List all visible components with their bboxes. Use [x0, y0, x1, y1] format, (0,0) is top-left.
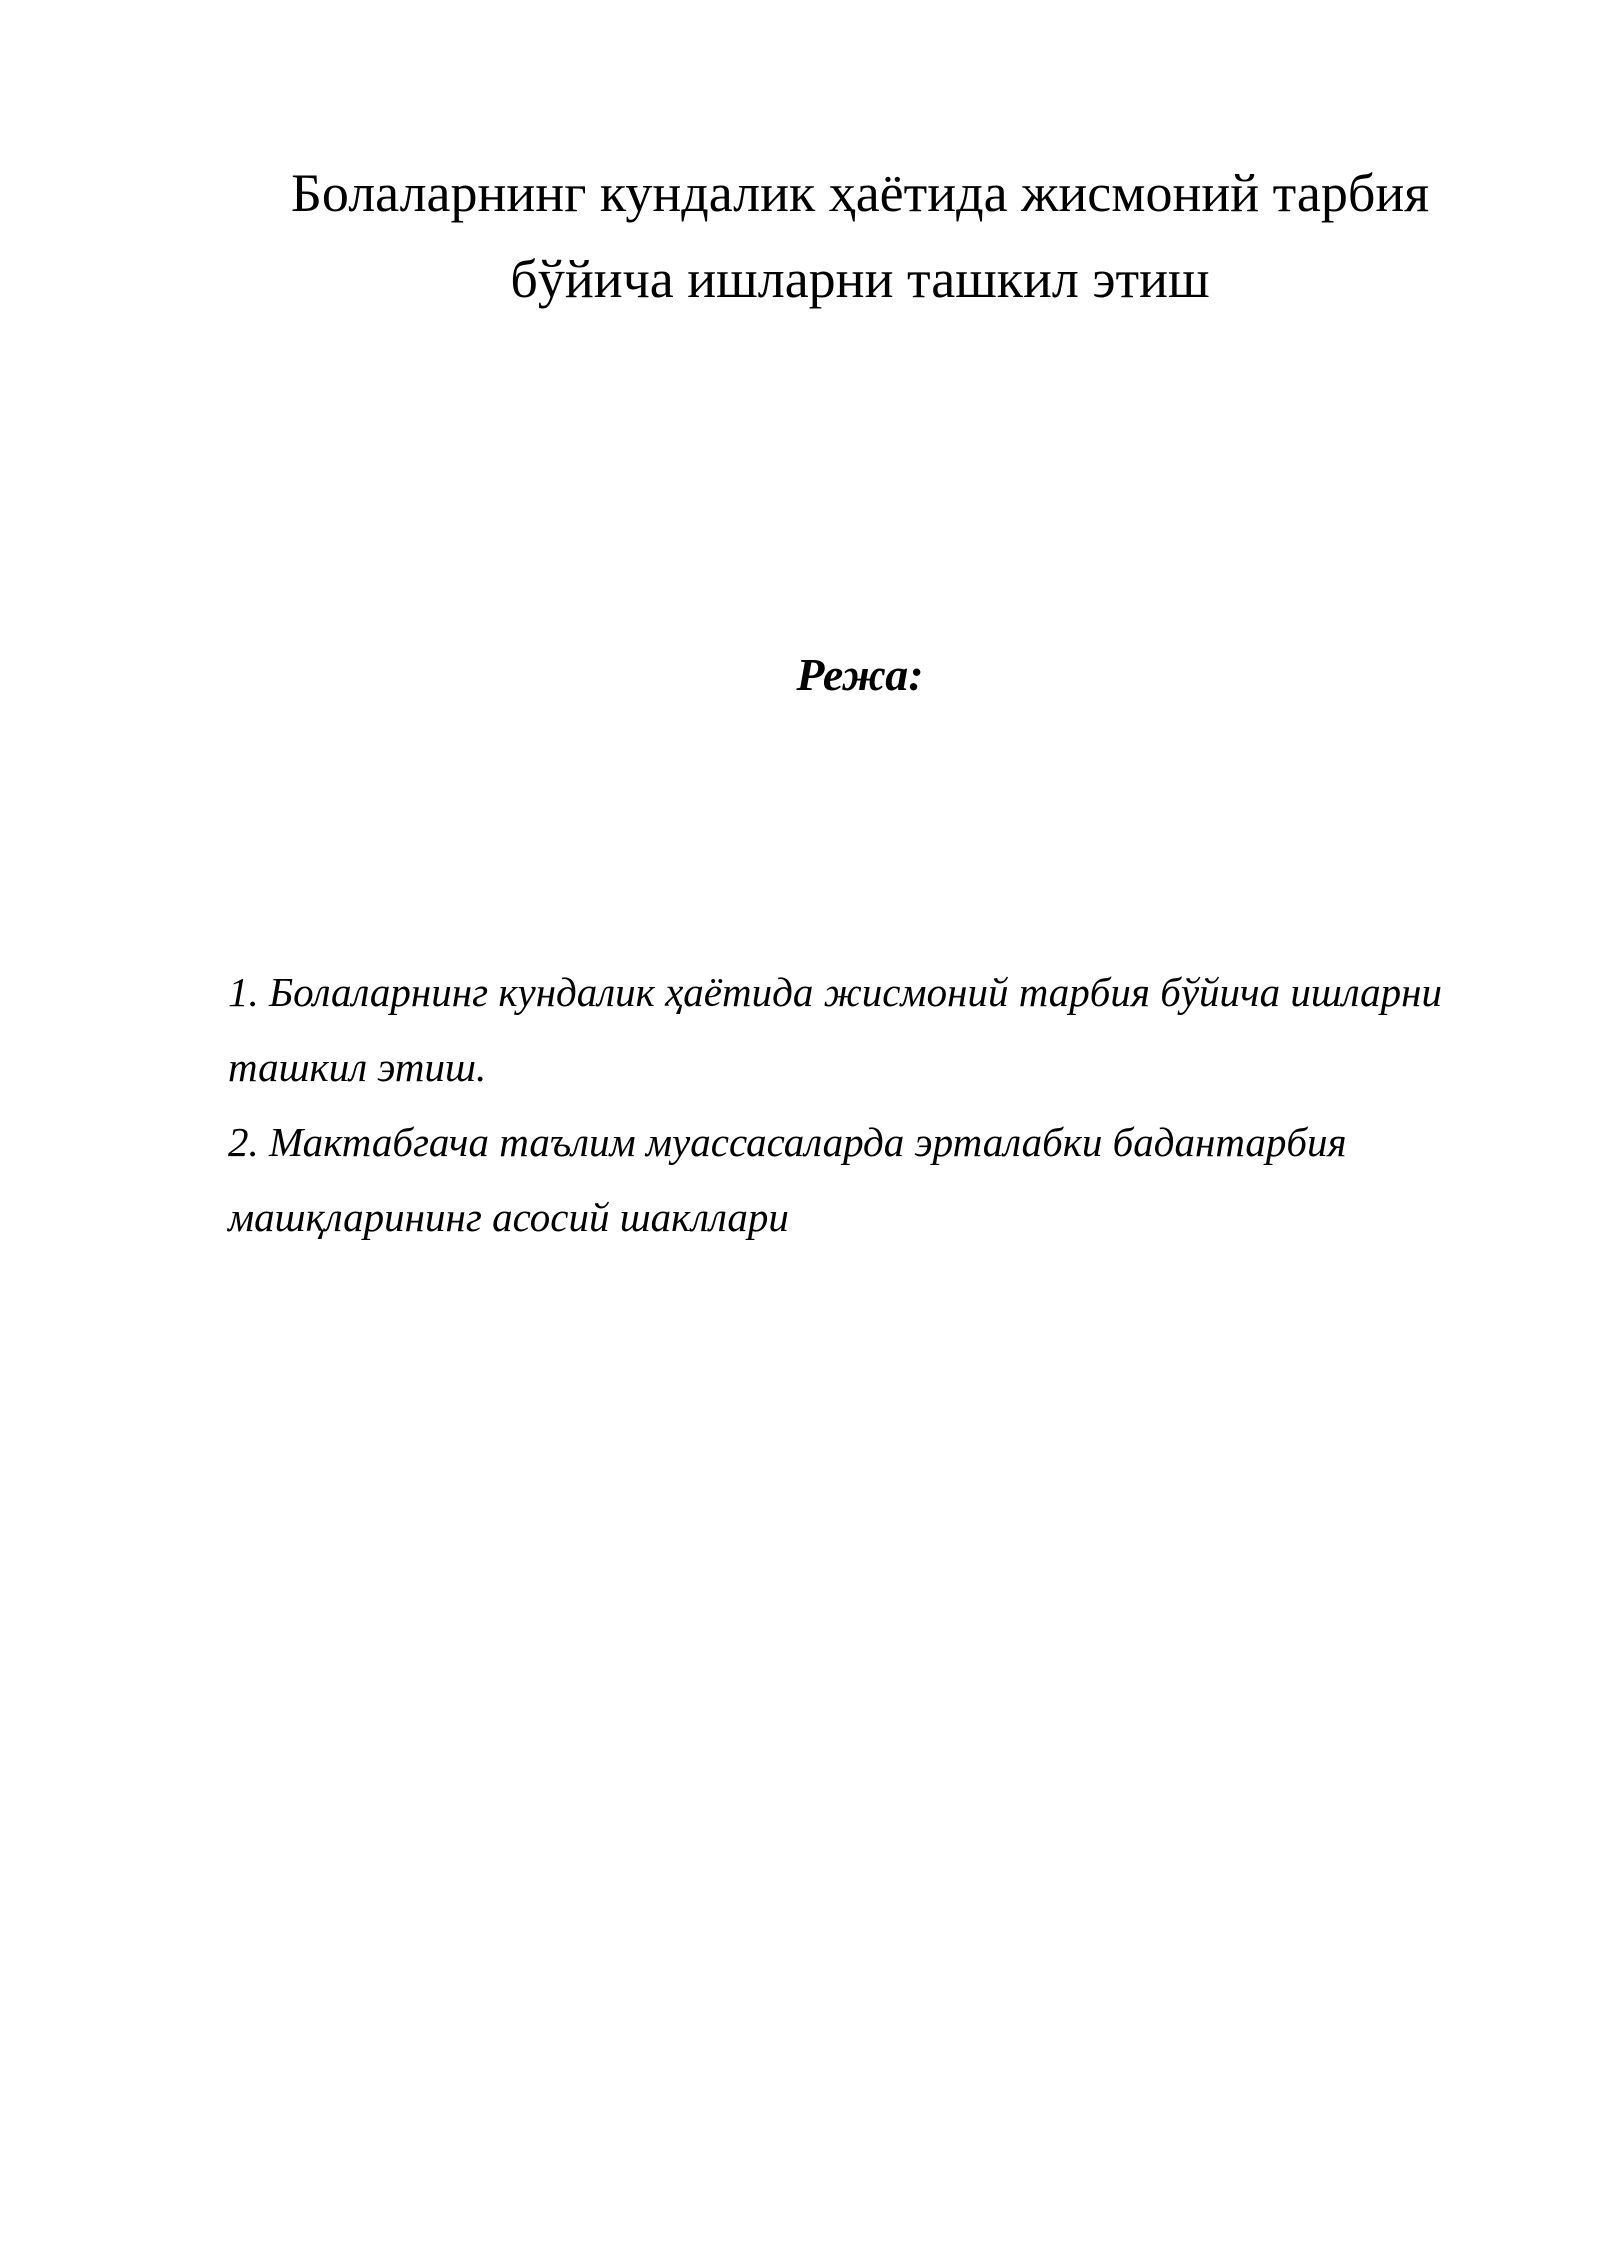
plan-list	[228, 955, 1528, 1255]
title-line-1: Болаларнинг кундалик ҳаётида жисмоний тарбия	[290, 163, 1430, 223]
title-line-2: бўйича ишларни ташкил этиш	[510, 249, 1210, 309]
document-title	[200, 150, 1520, 322]
plan-item-text: Мактабгача таълим муассасаларда эрталабки бадантарбия машқларининг асосий шакллари	[228, 1119, 1347, 1240]
plan-item-number: 2.	[228, 1119, 259, 1165]
plan-item	[228, 955, 1528, 1105]
plan-item-text: Болаларнинг кундалик ҳаётида жисмоний тарбия бўйича ишларни ташкил этиш.	[228, 969, 1443, 1090]
plan-item-number: 1.	[228, 969, 259, 1015]
plan-item	[228, 1105, 1528, 1255]
plan-heading: Режа:	[796, 649, 924, 700]
